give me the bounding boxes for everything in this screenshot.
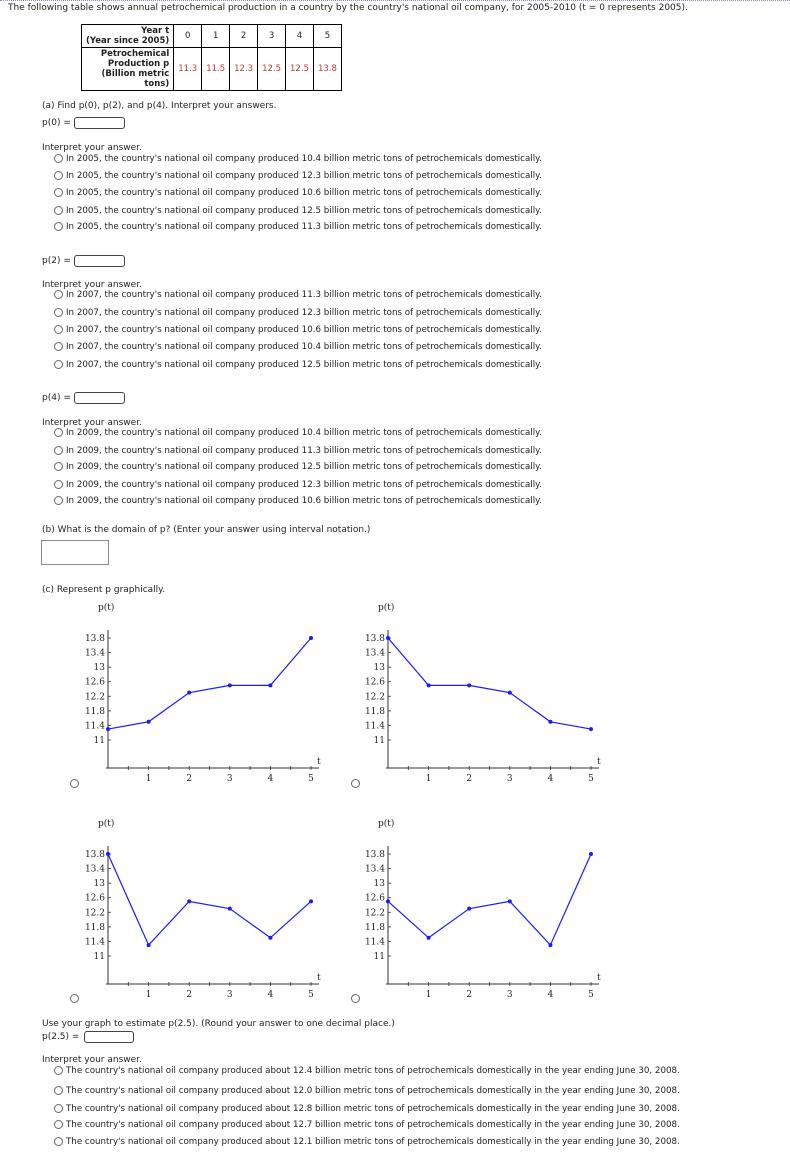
data-point (508, 899, 512, 903)
y-axis-label: p(t) (98, 603, 115, 613)
data-point (589, 852, 593, 856)
graph-option-2 (340, 598, 610, 788)
data-point (386, 636, 390, 640)
graph-option-3 (60, 814, 330, 1004)
y-tick-label: 13.4 (364, 864, 385, 875)
y-tick-label: 13.8 (84, 850, 105, 860)
x-tick-label: 2 (186, 774, 193, 784)
p4-option-radio[interactable] (54, 462, 63, 471)
data-point (427, 683, 431, 687)
series-line (388, 638, 591, 729)
x-tick-label: 1 (145, 990, 152, 1000)
series-line (388, 854, 591, 945)
x-tick-label: 3 (506, 990, 513, 1000)
estimate-option-text: The country's national oil company produced about 12.0 billion metric tons of petrochemicals domestically in the year ending June 30, 2008. (66, 1086, 680, 1096)
y-tick-label: 12.6 (84, 893, 105, 904)
p0-option-text: In 2005, the country's national oil company produced 12.5 billion metric tons of petrochemicals domestically. (66, 206, 542, 216)
x-tick-label: 3 (226, 990, 233, 1000)
p0-option-text: In 2005, the country's national oil company produced 10.4 billion metric tons of petrochemicals domestically. (66, 154, 542, 164)
table-cell-year: 4 (286, 25, 314, 48)
data-point (467, 907, 471, 911)
y-tick-label: 12.2 (364, 692, 385, 703)
estimate-option-text: The country's national oil company produced about 12.8 billion metric tons of petrochemicals domestically in the year ending June 30, 2008. (66, 1104, 680, 1114)
p2-option-radio[interactable] (54, 290, 63, 299)
data-point (228, 907, 232, 911)
table-cell-year: 5 (313, 25, 341, 48)
data-table (81, 24, 342, 91)
x-tick-label: 2 (466, 774, 473, 784)
y-tick-label: 12.6 (84, 677, 105, 688)
x-tick-label: 4 (547, 774, 554, 784)
p4-label: p(4) = (42, 393, 71, 403)
part-c-prompt: (c) Represent p graphically. (42, 585, 166, 595)
x-tick-label: 5 (588, 990, 594, 1000)
p2-option-text: In 2007, the country's national oil company produced 12.5 billion metric tons of petrochemicals domestically. (66, 360, 542, 370)
y-tick-label: 11.4 (84, 721, 105, 732)
y-tick-label: 13 (93, 879, 105, 890)
data-point (309, 636, 313, 640)
p4-answer-input[interactable] (74, 392, 125, 404)
estimate-option-radio[interactable] (54, 1104, 63, 1113)
p0-option-radio[interactable] (54, 206, 63, 215)
x-axis-label: t (317, 757, 321, 767)
estimate-option-text: The country's national oil company produced about 12.1 billion metric tons of petrochemicals domestically in the year ending June 30, 2008. (66, 1137, 680, 1147)
p4-option-radio[interactable] (54, 480, 63, 489)
x-tick-label: 3 (226, 774, 233, 784)
x-axis-label: t (597, 757, 601, 767)
table-cell-production: 11.5 (202, 48, 230, 91)
domain-answer-input[interactable] (41, 540, 109, 565)
part-b-prompt: (b) What is the domain of p? (Enter your answer using interval notation.) (42, 525, 371, 535)
table-header-year (82, 25, 174, 48)
p4-option-radio[interactable] (54, 446, 63, 455)
estimate-option-radio[interactable] (54, 1066, 63, 1075)
y-axis-label: p(t) (378, 819, 395, 829)
y-tick-label: 11 (93, 952, 105, 962)
p4-option-radio[interactable] (54, 428, 63, 437)
data-point (187, 691, 191, 695)
estimate-label: p(2.5) = (42, 1032, 80, 1042)
y-tick-label: 12.2 (84, 692, 105, 703)
table-cell-year: 1 (202, 25, 230, 48)
p2-option-text: In 2007, the country's national oil company produced 12.3 billion metric tons of petrochemicals domestically. (66, 308, 542, 318)
table-header-production (82, 48, 174, 91)
x-tick-label: 1 (145, 774, 152, 784)
y-tick-label: 11 (373, 736, 385, 746)
table-cell-production: 11.3 (174, 48, 202, 91)
y-tick-label: 13.4 (84, 864, 105, 875)
estimate-interpret-label: Interpret your answer. (42, 1055, 142, 1065)
y-tick-label: 12.6 (364, 893, 385, 904)
table-cell-production: 12.5 (258, 48, 286, 91)
y-tick-label: 13 (373, 663, 385, 674)
data-point (508, 691, 512, 695)
estimate-answer-input[interactable] (84, 1031, 134, 1043)
intro-text: The following table shows annual petrochemical production in a country by the country's national oil company, for 2005-2010 (t = 0 represents 2005). (8, 3, 688, 13)
table-row-production (82, 48, 342, 91)
x-tick-label: 3 (506, 774, 513, 784)
series-line (108, 854, 311, 945)
x-tick-label: 2 (186, 990, 193, 1000)
table-cell-production: 12.5 (286, 48, 314, 91)
y-axis-label: p(t) (378, 603, 395, 613)
header-year-line2: (Year since 2005) (86, 36, 170, 46)
y-tick-label: 11.8 (84, 922, 105, 933)
p4-option-text: In 2009, the country's national oil company produced 10.6 billion metric tons of petrochemicals domestically. (66, 496, 542, 506)
top-border (0, 0, 790, 1)
p2-option-text: In 2007, the country's national oil company produced 10.4 billion metric tons of petrochemicals domestically. (66, 342, 542, 352)
y-tick-label: 12.2 (364, 908, 385, 919)
header-year-line1: Year t (141, 26, 170, 36)
y-tick-label: 13.4 (364, 648, 385, 659)
graph-option-4 (340, 814, 610, 1004)
y-tick-label: 11.4 (364, 937, 385, 948)
x-axis-label: t (597, 973, 601, 983)
y-tick-label: 13 (93, 663, 105, 674)
data-point (467, 683, 471, 687)
y-tick-label: 11.8 (364, 706, 385, 717)
x-tick-label: 4 (547, 990, 554, 1000)
y-tick-label: 12.2 (84, 908, 105, 919)
data-point (147, 943, 151, 947)
y-tick-label: 11.8 (364, 922, 385, 933)
p4-option-text: In 2009, the country's national oil company produced 11.3 billion metric tons of petrochemicals domestically. (66, 446, 542, 456)
x-tick-label: 4 (267, 990, 274, 1000)
p2-answer-input[interactable] (74, 255, 125, 267)
p2-option-radio[interactable] (54, 308, 63, 317)
x-tick-label: 5 (308, 990, 314, 1000)
p4-option-text: In 2009, the country's national oil company produced 12.5 billion metric tons of petrochemicals domestically. (66, 462, 542, 472)
p0-option-text: In 2005, the country's national oil company produced 12.3 billion metric tons of petrochemicals domestically. (66, 171, 542, 181)
graph-option-1 (60, 598, 330, 788)
table-cell-year: 2 (230, 25, 258, 48)
p0-interpret-label: Interpret your answer. (42, 143, 142, 153)
p4-option-text: In 2009, the country's national oil company produced 12.3 billion metric tons of petrochemicals domestically. (66, 480, 542, 490)
header-prod-line1: Petrochemical (100, 49, 170, 59)
y-tick-label: 11.4 (364, 721, 385, 732)
x-axis-label: t (317, 973, 321, 983)
data-point (268, 936, 272, 940)
data-point (268, 683, 272, 687)
p0-option-radio[interactable] (54, 171, 63, 180)
p0-label: p(0) = (42, 118, 71, 128)
p2-option-text: In 2007, the country's national oil company produced 10.6 billion metric tons of petrochemicals domestically. (66, 325, 542, 335)
data-point (386, 899, 390, 903)
x-tick-label: 5 (308, 774, 314, 784)
p0-option-text: In 2005, the country's national oil company produced 10.6 billion metric tons of petrochemicals domestically. (66, 188, 542, 198)
data-point (187, 899, 191, 903)
data-point (589, 727, 593, 731)
p2-option-text: In 2007, the country's national oil company produced 11.3 billion metric tons of petrochemicals domestically. (66, 290, 542, 300)
estimate-option-radio[interactable] (54, 1120, 63, 1129)
p0-option-radio[interactable] (54, 188, 63, 197)
table-cell-production: 12.3 (230, 48, 258, 91)
y-tick-label: 13 (373, 879, 385, 890)
table-row-years (82, 25, 342, 48)
estimate-option-radio[interactable] (54, 1137, 63, 1146)
data-point (106, 727, 110, 731)
p2-label: p(2) = (42, 256, 71, 266)
p0-option-text: In 2005, the country's national oil company produced 11.3 billion metric tons of petrochemicals domestically. (66, 222, 542, 232)
y-tick-label: 12.6 (364, 677, 385, 688)
p4-interpret-label: Interpret your answer. (42, 418, 142, 428)
p4-option-text: In 2009, the country's national oil company produced 10.4 billion metric tons of petrochemicals domestically. (66, 428, 542, 438)
y-tick-label: 11 (93, 736, 105, 746)
y-axis-label: p(t) (98, 819, 115, 829)
x-tick-label: 5 (588, 774, 594, 784)
y-tick-label: 13.8 (364, 850, 385, 860)
y-tick-label: 13.8 (364, 634, 385, 644)
table-cell-year: 0 (174, 25, 202, 48)
p0-answer-input[interactable] (74, 117, 125, 129)
estimate-option-radio[interactable] (54, 1086, 63, 1095)
table-cell-production: 13.8 (313, 48, 341, 91)
y-tick-label: 11.8 (84, 706, 105, 717)
header-prod-line2: Production p (107, 59, 170, 69)
y-tick-label: 13.8 (84, 634, 105, 644)
estimate-option-text: The country's national oil company produced about 12.4 billion metric tons of petrochemicals domestically in the year ending June 30, 2008. (66, 1066, 680, 1076)
data-point (548, 720, 552, 724)
estimate-option-text: The country's national oil company produced about 12.7 billion metric tons of petrochemicals domestically in the year ending June 30, 2008. (66, 1120, 680, 1130)
series-line (108, 638, 311, 729)
p4-option-radio[interactable] (54, 496, 63, 505)
y-tick-label: 11.4 (84, 937, 105, 948)
x-tick-label: 4 (267, 774, 274, 784)
y-tick-label: 13.4 (84, 648, 105, 659)
data-point (548, 943, 552, 947)
p0-option-radio[interactable] (54, 154, 63, 163)
x-tick-label: 1 (425, 990, 432, 1000)
data-point (147, 720, 151, 724)
table-cell-year: 3 (258, 25, 286, 48)
header-prod-line3: (Billion metric (101, 69, 170, 79)
p2-option-radio[interactable] (54, 325, 63, 334)
p2-option-radio[interactable] (54, 342, 63, 351)
p2-interpret-label: Interpret your answer. (42, 280, 142, 290)
header-prod-line4: tons) (144, 79, 170, 89)
data-point (228, 683, 232, 687)
data-point (427, 936, 431, 940)
part-a-prompt: (a) Find p(0), p(2), and p(4). Interpret your answers. (42, 101, 277, 111)
data-point (309, 899, 313, 903)
x-tick-label: 1 (425, 774, 432, 784)
estimate-prompt: Use your graph to estimate p(2.5). (Round your answer to one decimal place.) (42, 1019, 395, 1029)
p2-option-radio[interactable] (54, 360, 63, 369)
p0-option-radio[interactable] (54, 222, 63, 231)
y-tick-label: 11 (373, 952, 385, 962)
x-tick-label: 2 (466, 990, 473, 1000)
data-point (106, 852, 110, 856)
